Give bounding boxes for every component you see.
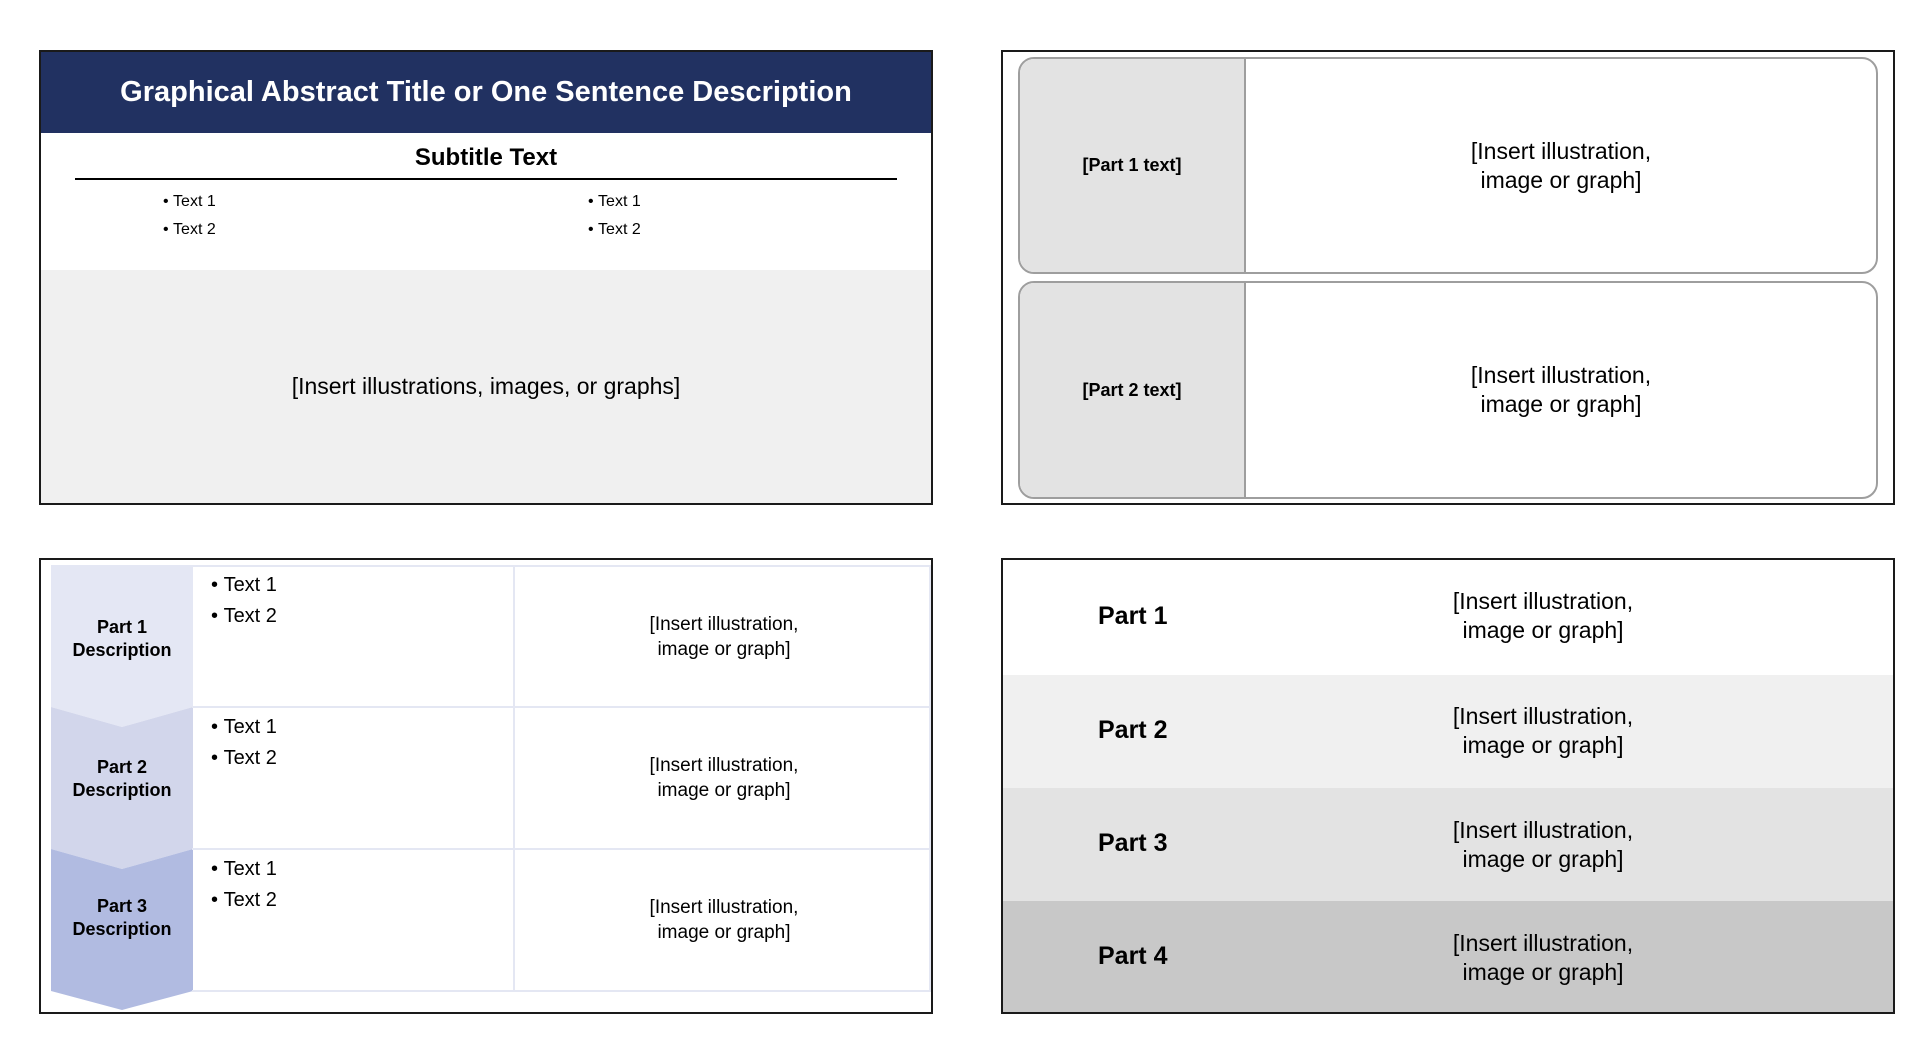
bullet-list <box>211 712 277 774</box>
part-description-label <box>51 616 193 662</box>
illustration-placeholder: [Insert illustration, image or graph] <box>1470 137 1652 193</box>
illustration-placeholder <box>41 270 931 503</box>
illustration-placeholder-text: [Insert illustrations, images, or graphs] <box>291 373 681 399</box>
illustration-placeholder: [Insert illustration, image or graph] <box>649 897 799 943</box>
part-label: Part 4 <box>1098 942 1168 970</box>
illustration-placeholder: [Insert illustration, image or graph] <box>1452 930 1634 985</box>
part-description-label <box>51 756 193 802</box>
part-label: Part 2 <box>1098 716 1168 744</box>
abstract-title: Graphical Abstract Title or One Sentence Description <box>41 52 931 133</box>
bullet-item: • Text 2 <box>163 216 216 244</box>
part-description-label <box>51 895 193 941</box>
bullet-item: • Text 2 <box>211 885 277 916</box>
abstract-panel-4 <box>1001 558 1895 1014</box>
illustration-placeholder: [Insert illustration, image or graph] <box>649 755 799 801</box>
part-band <box>1003 901 1893 1014</box>
part-title: Part 1 <box>96 617 148 637</box>
grid-line <box>192 565 931 567</box>
abstract-panel-1 <box>39 50 933 505</box>
part-label: [Part 1 text] <box>1020 59 1246 272</box>
part-subtitle: Description <box>72 919 172 939</box>
illustration-placeholder: [Insert illustration, image or graph] <box>1452 588 1634 643</box>
part-label: Part 3 <box>1098 829 1168 857</box>
part-row <box>1018 57 1878 274</box>
subtitle-text: Subtitle Text <box>414 144 558 171</box>
abstract-panel-3 <box>39 558 933 1014</box>
part-band <box>1003 788 1893 901</box>
bullet-item: • Text 1 <box>211 570 277 601</box>
right-bullet-list <box>588 188 641 244</box>
part-subtitle: Description <box>72 780 172 800</box>
abstract-panel-2 <box>1001 50 1895 505</box>
part-label: [Part 2 text] <box>1020 283 1246 497</box>
part-title: Part 2 <box>96 757 148 777</box>
illustration-placeholder: [Insert illustration, image or graph] <box>1452 817 1634 872</box>
part-band <box>1003 675 1893 788</box>
part-label: Part 1 <box>1098 602 1168 630</box>
subtitle-divider <box>75 178 897 180</box>
bullet-item: • Text 1 <box>163 188 216 216</box>
bullet-item: • Text 2 <box>588 216 641 244</box>
bullet-item: • Text 1 <box>211 854 277 885</box>
grid-line <box>192 706 931 708</box>
part-band <box>1003 560 1893 675</box>
bullet-list <box>211 570 277 632</box>
bullet-item: • Text 1 <box>588 188 641 216</box>
illustration-placeholder: [Insert illustration, image or graph] <box>1470 362 1652 417</box>
illustration-placeholder: [Insert illustration, image or graph] <box>649 614 799 660</box>
illustration-placeholder: [Insert illustration, image or graph] <box>1452 703 1634 758</box>
grid-line <box>192 848 931 850</box>
left-bullet-list <box>163 188 216 244</box>
part-subtitle: Description <box>72 640 172 660</box>
bullet-item: • Text 1 <box>211 712 277 743</box>
part-title: Part 3 <box>96 896 148 916</box>
bullet-list <box>211 854 277 916</box>
part-row <box>1018 281 1878 499</box>
bullet-item: • Text 2 <box>211 743 277 774</box>
grid-line <box>192 990 931 992</box>
bullet-item: • Text 2 <box>211 601 277 632</box>
